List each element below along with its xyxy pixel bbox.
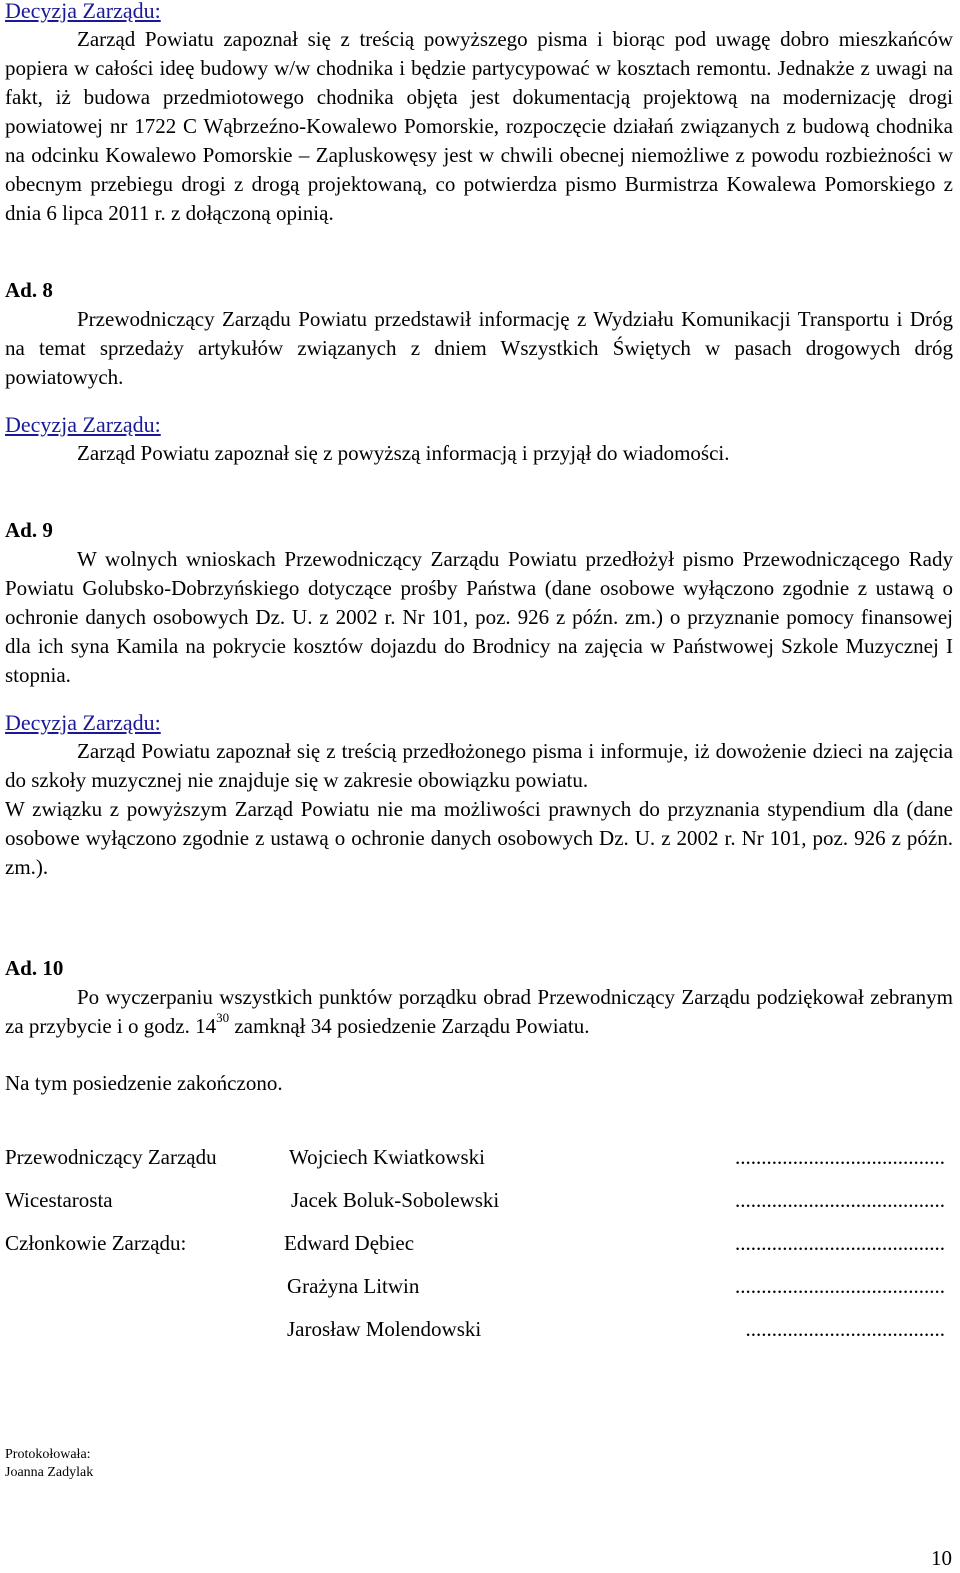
signature-row (5, 1307, 953, 1350)
protocol-note (5, 1446, 93, 1482)
signature-name: Edward Dębiec (284, 1231, 415, 1255)
signature-line: ........................................ (735, 1145, 945, 1169)
signature-row (5, 1221, 953, 1264)
signature-name: Jacek Boluk-Sobolewski (291, 1188, 500, 1212)
page-number: 10 (931, 1546, 952, 1570)
signature-row (5, 1135, 953, 1178)
agenda-item-heading: Ad. 8 (5, 278, 53, 302)
signature-row (5, 1264, 953, 1307)
time-superscript: 30 (216, 1010, 230, 1025)
agenda-item-heading: Ad. 9 (5, 518, 53, 542)
decision-heading: Decyzja Zarządu: (5, 710, 161, 735)
decision-paragraph: Zarząd Powiatu zapoznał się z treścią powyższego pisma i biorąc pod uwagę dobro mieszkańców popiera w całości ideę budowy w/w chodnika i będzie partycypować w kosztach remontu. Jednakże z uwagi na fakt, iż budowa przedmiotowego chodnika objęta jest dokumentacją projektową na modernizację drogi powiatowej nr 1722 C Wąbrzeźno-Kowalewo Pomorskie, rozpoczęcie działań związanych z budową chodnika na odcinku Kowalewo Pomorskie – Zapluskowęsy jest w chwili obecnej niemożliwe z powodu rozbieżności w obecnym przebiegu drogi z drogą projektowaną, co potwierdza pismo Burmistrza Kowalewa Pomorskiego z dnia 6 lipca 2011 r. z dołączoną opinią. (5, 27, 953, 225)
signature-row (5, 1178, 953, 1221)
signature-name: Jarosław Molendowski (287, 1317, 482, 1341)
signature-line: ........................................ (735, 1231, 945, 1255)
signature-role: Członkowie Zarządu: (5, 1231, 187, 1255)
closing-text-part: Po wyczerpaniu wszystkich punktów porządku obrad Przewodniczący Zarządu podziękował zebranym za przybycie i o godz. 14 (5, 985, 953, 1038)
agenda-item-paragraph: Przewodniczący Zarządu Powiatu przedstawił informację z Wydziału Komunikacji Transportu i Dróg na temat sprzedaży artykułów związanych z dniem Wszystkich Świętych w pasach drogowych dróg powiatowych. (5, 307, 953, 389)
decision-heading: Decyzja Zarządu: (5, 412, 161, 437)
decision-paragraph: Zarząd Powiatu zapoznał się z treścią przedłożonego pisma i informuje, iż dowożenie dzieci na zajęcia do szkoły muzycznej nie znajduje się w zakresie obowiązku powiatu. (5, 739, 953, 792)
signature-role: Wicestarosta (5, 1188, 113, 1212)
agenda-item-heading: Ad. 10 (5, 956, 64, 980)
decision-heading: Decyzja Zarządu: (5, 0, 161, 23)
document-page (5, 0, 953, 1350)
signature-line: ........................................ (735, 1188, 945, 1212)
decision-paragraph: W związku z powyższym Zarząd Powiatu nie ma możliwości prawnych do przyznania stypendium dla (dane osobowe wyłączono zgodnie z ustawą o ochronie danych osobowych Dz. U. z 2002 r. Nr 101, poz. 926 z późn. zm.). (5, 797, 953, 879)
signature-name: Grażyna Litwin (287, 1274, 420, 1298)
signature-role: Przewodniczący Zarządu (5, 1145, 217, 1169)
protocol-author: Joanna Zadylak (5, 1465, 94, 1480)
signature-line: ........................................ (735, 1274, 945, 1298)
signature-block (5, 1135, 953, 1350)
protocol-label: Protokołowała: (5, 1447, 91, 1462)
signature-name: Wojciech Kwiatkowski (289, 1145, 486, 1169)
signature-line: ...................................... (745, 1317, 945, 1341)
agenda-item-paragraph: W wolnych wnioskach Przewodniczący Zarządu Powiatu przedłożył pismo Przewodniczącego Rady Powiatu Golubsko-Dobrzyńskiego dotyczące prośby Państwa (dane osobowe wyłączono zgodnie z ustawą o ochronie danych osobowych Dz. U. z 2002 r. Nr 101, poz. 926 z późn. zm.) o przyznanie pomocy finansowej dla ich syna Kamila na pokrycie kosztów dojazdu do Brodnicy na zajęcia w Państwowej Szkole Muzycznej I stopnia. (5, 547, 953, 687)
decision-paragraph: Zarząd Powiatu zapoznał się z powyższą informacją i przyjął do wiadomości. (77, 441, 730, 465)
closing-line: Na tym posiedzenie zakończono. (5, 1071, 283, 1095)
closing-text-part: zamknął 34 posiedzenie Zarządu Powiatu. (229, 1014, 590, 1038)
agenda-item-paragraph (5, 983, 953, 1041)
